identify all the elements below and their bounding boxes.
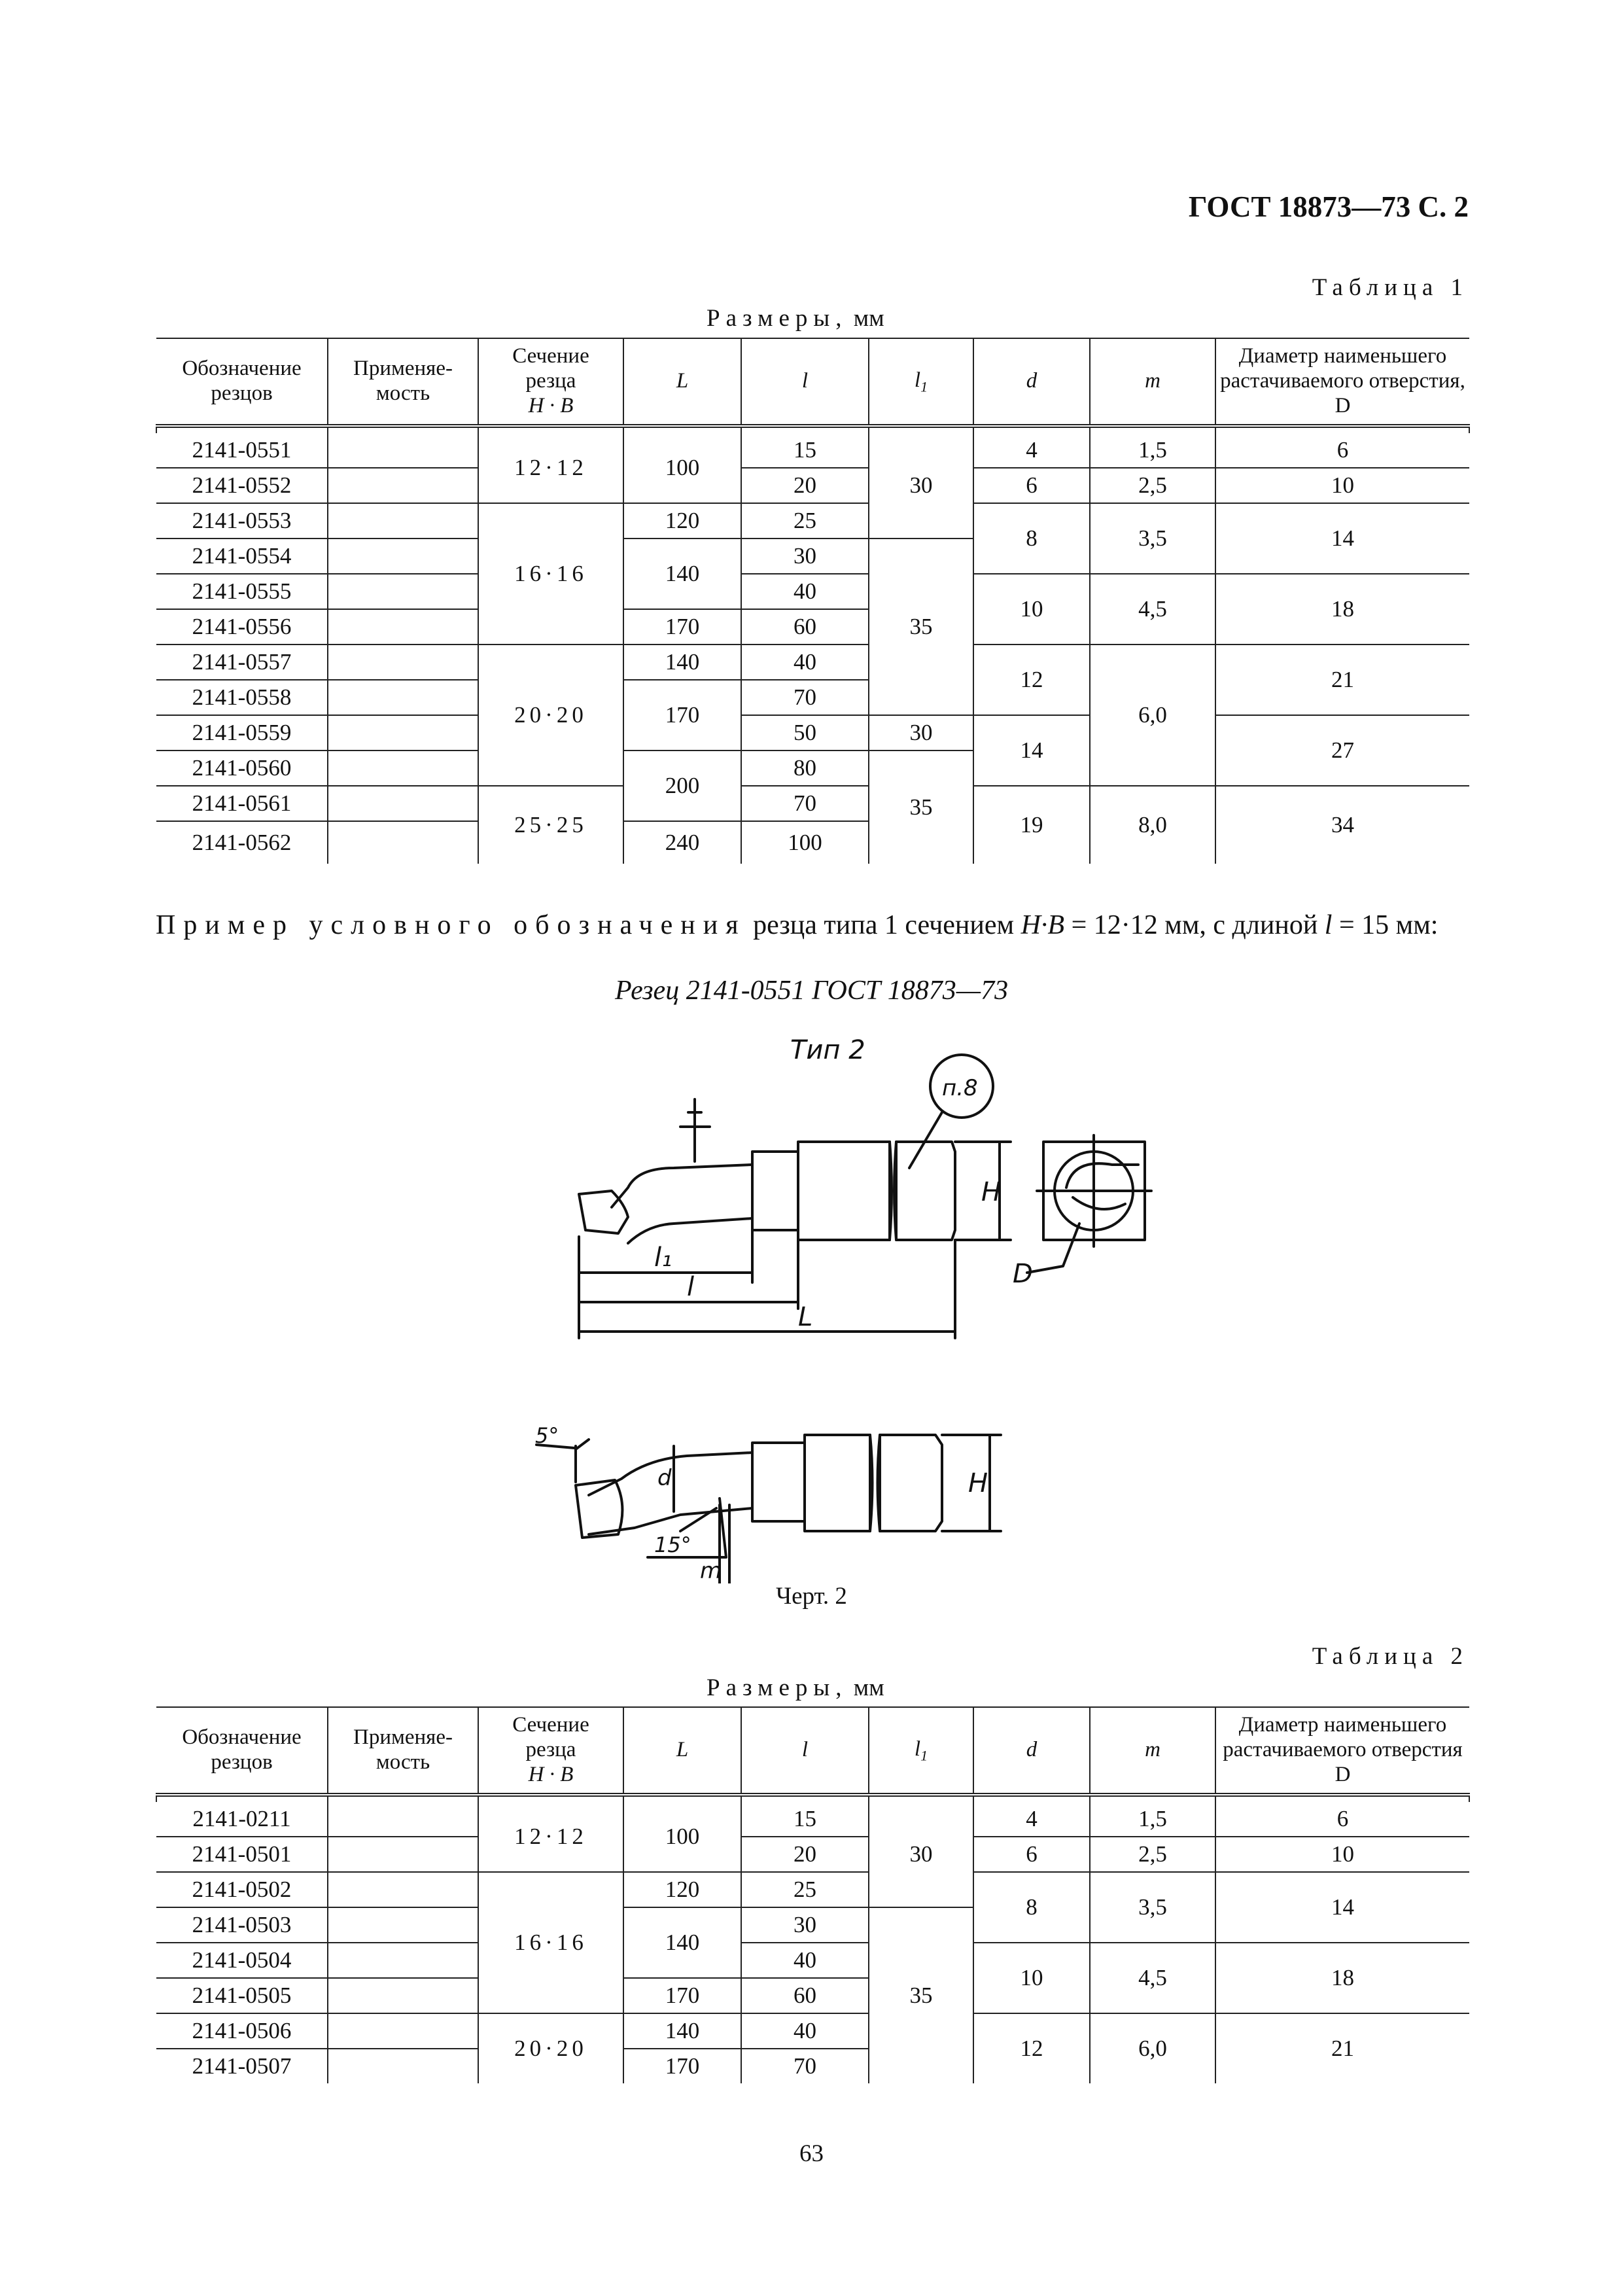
t1-applicability (328, 680, 478, 715)
t1-L: 100 (623, 433, 741, 503)
t1-l: 80 (741, 751, 869, 786)
dim-m-label: m (700, 1558, 722, 1583)
t2-D: 6 (1215, 1802, 1469, 1837)
t1-designation: 2141-0560 (156, 751, 328, 786)
angle-15-label: 15° (654, 1532, 691, 1557)
table1-units-word: Размеры, (707, 305, 848, 332)
t2-d: 8 (973, 1872, 1090, 1943)
example-paragraph (156, 908, 1469, 942)
example-designation: Резец 2141-0551 ГОСТ 18873—73 (614, 976, 1009, 1006)
t1-l: 30 (741, 539, 869, 574)
table-row (156, 1872, 1469, 1907)
t1-applicability (328, 786, 478, 821)
t2-h-l1-main: l (914, 1737, 921, 1761)
table-row (156, 645, 1469, 680)
t1-l: 100 (741, 821, 869, 864)
t1-h-diameter: Диаметр наименьшего растачиваемого отверстия, D (1215, 338, 1469, 426)
t1-l: 60 (741, 609, 869, 645)
t2-designation: 2141-0211 (156, 1802, 328, 1837)
type-label: Тип 2 (790, 1035, 865, 1065)
page-number: 63 (799, 2140, 824, 2167)
t1-designation: 2141-0556 (156, 609, 328, 645)
t1-h-section-l1: Сечение (512, 344, 589, 368)
t1-D: 6 (1215, 433, 1469, 468)
t1-L: 170 (623, 609, 741, 645)
t1-designation: 2141-0551 (156, 433, 328, 468)
t2-applicability (328, 1978, 478, 2013)
dim-d-label: d (657, 1465, 672, 1491)
t1-m: 2,5 (1090, 468, 1215, 503)
angle-5-label: 5° (535, 1423, 559, 1448)
t1-designation: 2141-0554 (156, 539, 328, 574)
t1-m: 4,5 (1090, 574, 1215, 645)
figure-caption: Черт. 2 (776, 1583, 847, 1610)
t1-d: 4 (973, 433, 1090, 468)
t1-l1: 35 (869, 539, 973, 715)
t1-h-l1 (869, 338, 973, 426)
t1-designation: 2141-0553 (156, 503, 328, 539)
t1-applicability (328, 433, 478, 468)
t1-applicability (328, 503, 478, 539)
tool-shank-top-2 (896, 1142, 955, 1240)
t2-h-L: L (623, 1707, 741, 1795)
table2-units-unit: мм (853, 1674, 884, 1701)
t2-d: 10 (973, 1943, 1090, 2013)
t1-L: 200 (623, 751, 741, 821)
t1-designation: 2141-0557 (156, 645, 328, 680)
t2-designation: 2141-0507 (156, 2049, 328, 2083)
table-row (156, 468, 1469, 503)
t2-designation: 2141-0504 (156, 1943, 328, 1978)
t1-designation: 2141-0561 (156, 786, 328, 821)
t2-l: 30 (741, 1907, 869, 1943)
dim-L-label: L (798, 1302, 813, 1332)
t1-m: 1,5 (1090, 433, 1215, 468)
dim-l-label: l (687, 1272, 695, 1302)
example-rest: резца типа 1 сечением (746, 910, 1021, 940)
t1-h-section (478, 338, 623, 426)
t1-applicability (328, 574, 478, 609)
t1-l: 40 (741, 645, 869, 680)
t2-l: 60 (741, 1978, 869, 2013)
table-row (156, 1802, 1469, 1837)
note-label: п.8 (942, 1075, 978, 1101)
t2-applicability (328, 1943, 478, 1978)
t2-h-applicability: Применяе-мость (328, 1707, 478, 1795)
t2-designation: 2141-0506 (156, 2013, 328, 2049)
table-row (156, 2013, 1469, 2049)
t2-l: 20 (741, 1837, 869, 1872)
t1-applicability (328, 609, 478, 645)
t1-h-l: l (741, 338, 869, 426)
t1-D: 27 (1215, 715, 1469, 786)
t1-m: 3,5 (1090, 503, 1215, 574)
t1-l: 20 (741, 468, 869, 503)
table-row (156, 433, 1469, 468)
t2-applicability (328, 2013, 478, 2049)
table-row (156, 503, 1469, 539)
table1-label: Таблица 1 (1312, 274, 1469, 301)
t2-h-m: m (1090, 1707, 1215, 1795)
t1-D: 10 (1215, 468, 1469, 503)
t1-l: 50 (741, 715, 869, 751)
table-row (156, 786, 1469, 821)
t1-L: 170 (623, 680, 741, 751)
t1-applicability (328, 821, 478, 864)
t2-l1: 30 (869, 1802, 973, 1907)
tool-neck-top (752, 1152, 798, 1230)
example-end: = 15 мм: (1332, 910, 1439, 940)
t2-l: 70 (741, 2049, 869, 2083)
t1-d: 6 (973, 468, 1090, 503)
dim-D-leader (1027, 1224, 1079, 1273)
t2-L: 140 (623, 1907, 741, 1978)
t1-applicability (328, 751, 478, 786)
t1-section: 12·12 (478, 433, 623, 503)
t2-l: 40 (741, 2013, 869, 2049)
t1-L: 240 (623, 821, 741, 864)
t2-L: 170 (623, 1978, 741, 2013)
t2-h-l: l (741, 1707, 869, 1795)
t1-D: 21 (1215, 645, 1469, 715)
tool-bar-top (612, 1165, 752, 1243)
t2-h-d: d (973, 1707, 1090, 1795)
t2-L: 170 (623, 2049, 741, 2083)
t2-section: 16·16 (478, 1872, 623, 2013)
t1-designation: 2141-0559 (156, 715, 328, 751)
t1-l: 25 (741, 503, 869, 539)
t1-D: 18 (1215, 574, 1469, 645)
t2-designation: 2141-0505 (156, 1978, 328, 2013)
tool-neck-bottom (752, 1443, 805, 1521)
table-row (156, 715, 1469, 751)
t1-designation: 2141-0558 (156, 680, 328, 715)
t1-h-L: L (623, 338, 741, 426)
drawing-type2 (0, 1021, 1623, 1583)
table1 (156, 338, 1470, 864)
t1-l: 40 (741, 574, 869, 609)
t1-l: 15 (741, 433, 869, 468)
t1-l: 70 (741, 786, 869, 821)
t1-h-l1-main: l (914, 368, 921, 392)
t1-L: 140 (623, 539, 741, 609)
t2-D: 21 (1215, 2013, 1469, 2083)
t2-designation: 2141-0503 (156, 1907, 328, 1943)
t2-h-l1 (869, 1707, 973, 1795)
t1-designation: 2141-0555 (156, 574, 328, 609)
example-eq: = 12·12 мм, с длиной (1064, 910, 1325, 940)
t1-D: 14 (1215, 503, 1469, 574)
t2-L: 120 (623, 1872, 741, 1907)
t1-d: 14 (973, 715, 1090, 786)
dim-H-label: H (981, 1177, 1002, 1207)
t1-h-applicability: Применяе-мость (328, 338, 478, 426)
t2-l: 25 (741, 1872, 869, 1907)
t1-section: 16·16 (478, 503, 623, 645)
t2-h-diameter: Диаметр наименьшего растачиваемого отверстия D (1215, 1707, 1469, 1795)
t1-h-m: m (1090, 338, 1215, 426)
t2-d: 4 (973, 1802, 1090, 1837)
t2-D: 10 (1215, 1837, 1469, 1872)
t1-m: 6,0 (1090, 645, 1215, 786)
t1-d: 8 (973, 503, 1090, 574)
t2-l: 40 (741, 1943, 869, 1978)
t1-h-designation: Обозначение резцов (156, 338, 328, 426)
example-spaced: Пример условного обозначения (156, 910, 746, 940)
t2-m: 3,5 (1090, 1872, 1215, 1943)
t1-designation: 2141-0552 (156, 468, 328, 503)
page-header: ГОСТ 18873—73 С. 2 (1188, 190, 1469, 223)
t1-section: 25·25 (478, 786, 623, 864)
t1-h-l1-sub: 1 (920, 378, 928, 395)
t2-D: 18 (1215, 1943, 1469, 2013)
t2-designation: 2141-0501 (156, 1837, 328, 1872)
t2-h-section-l1: Сечение (512, 1713, 589, 1737)
t2-m: 4,5 (1090, 1943, 1215, 2013)
t1-h-section-l2: резца (525, 369, 576, 393)
table-row (156, 1837, 1469, 1872)
t1-d: 12 (973, 645, 1090, 715)
dim-H2-label: H (968, 1468, 988, 1498)
dim-D-label: D (1013, 1259, 1033, 1289)
t1-applicability (328, 539, 478, 574)
table2-label: Таблица 2 (1312, 1643, 1469, 1670)
t2-D: 14 (1215, 1872, 1469, 1943)
t2-l: 15 (741, 1802, 869, 1837)
t1-d: 10 (973, 574, 1090, 645)
t1-m: 8,0 (1090, 786, 1215, 864)
t1-h-d: d (973, 338, 1090, 426)
table2 (156, 1706, 1470, 2083)
example-hb: H·B (1021, 910, 1065, 940)
t2-section: 20·20 (478, 2013, 623, 2083)
t2-h-section-l2: резца (525, 1738, 576, 1762)
tool-shank-top (798, 1142, 890, 1240)
t1-applicability (328, 715, 478, 751)
t2-m: 1,5 (1090, 1802, 1215, 1837)
t2-m: 2,5 (1090, 1837, 1215, 1872)
t2-l1: 35 (869, 1907, 973, 2083)
example-l: l (1324, 910, 1333, 940)
t2-applicability (328, 1837, 478, 1872)
t1-h-section-l3: H · B (528, 393, 574, 417)
t1-designation: 2141-0562 (156, 821, 328, 864)
table2-units-word: Размеры, (707, 1674, 848, 1701)
t2-h-section-l3: H · B (528, 1762, 574, 1786)
t2-section: 12·12 (478, 1802, 623, 1872)
t1-l: 70 (741, 680, 869, 715)
t1-l1: 35 (869, 751, 973, 864)
t2-h-l1-sub: 1 (920, 1747, 928, 1764)
t2-L: 140 (623, 2013, 741, 2049)
t1-section: 20·20 (478, 645, 623, 786)
t2-h-designation: Обозначение резцов (156, 1707, 328, 1795)
t2-applicability (328, 1907, 478, 1943)
t2-d: 6 (973, 1837, 1090, 1872)
t1-L: 120 (623, 503, 741, 539)
dim-l1-label: l₁ (654, 1243, 672, 1273)
t2-d: 12 (973, 2013, 1090, 2083)
t2-m: 6,0 (1090, 2013, 1215, 2083)
dim-L (579, 1240, 955, 1338)
t2-applicability (328, 2049, 478, 2083)
table-row (156, 1943, 1469, 1978)
t1-L: 140 (623, 645, 741, 680)
t1-l1: 30 (869, 433, 973, 539)
t2-L: 100 (623, 1802, 741, 1872)
t1-D: 34 (1215, 786, 1469, 864)
t2-applicability (328, 1872, 478, 1907)
t2-h-section (478, 1707, 623, 1795)
table2-units (707, 1674, 884, 1702)
t2-applicability (328, 1802, 478, 1837)
table1-units-unit: мм (853, 305, 884, 332)
t1-applicability (328, 645, 478, 680)
table1-units (707, 304, 884, 332)
t1-applicability (328, 468, 478, 503)
t1-d: 19 (973, 786, 1090, 864)
t1-l1: 30 (869, 715, 973, 751)
t2-designation: 2141-0502 (156, 1872, 328, 1907)
table-row (156, 574, 1469, 609)
